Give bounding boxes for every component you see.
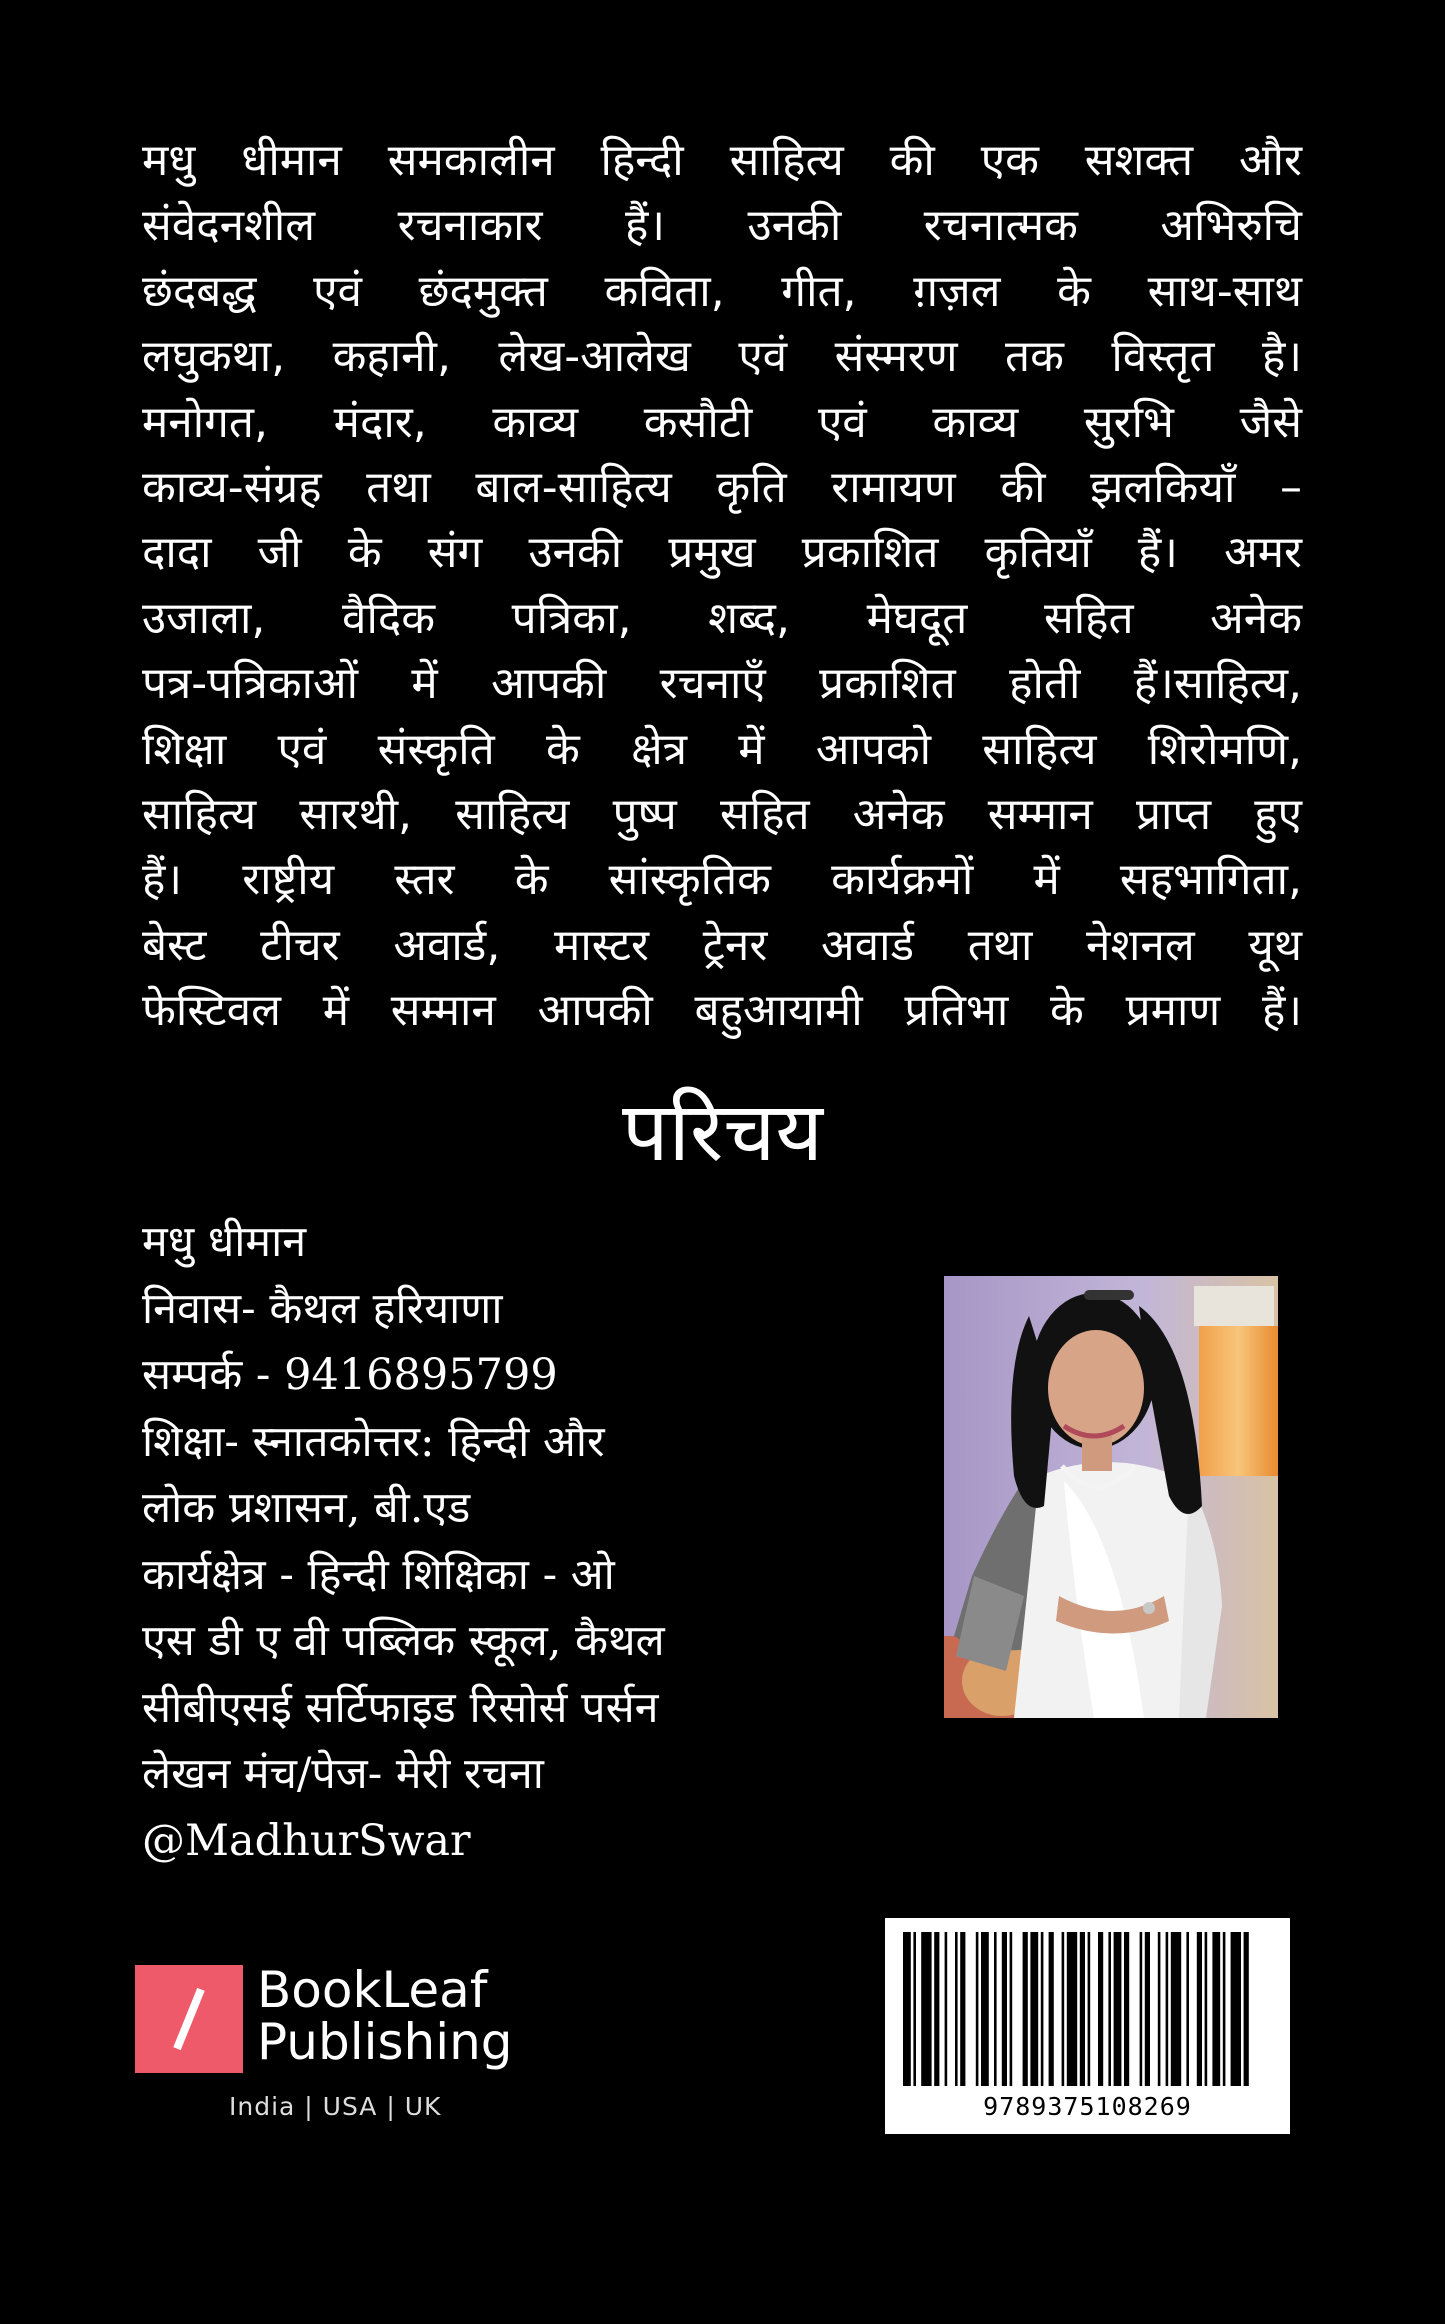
barcode-bar bbox=[1205, 1932, 1208, 2086]
barcode-bar bbox=[1062, 1932, 1065, 2086]
bio-line: फेस्टिवल में सम्मान आपकी बहुआयामी प्रतिभा के प्रमाण हैं। bbox=[142, 985, 1302, 1037]
bio-line: उजाला, वैदिक पत्रिका, शब्द, मेघदूत सहित अनेक bbox=[142, 592, 1302, 644]
bio-line: काव्य-संग्रह तथा बाल-साहित्य कृति रामायण की झलकियाँ – bbox=[142, 462, 1302, 514]
bio-line: मधु धीमान समकालीन हिन्दी साहित्य की एक सशक्त और bbox=[142, 135, 1302, 186]
barcode-bar bbox=[955, 1932, 958, 2086]
social-handle: @MadhurSwar bbox=[142, 1815, 471, 1866]
barcode-bar bbox=[1124, 1932, 1129, 2086]
barcode-bar bbox=[981, 1932, 989, 2086]
author-bio bbox=[142, 128, 1302, 1044]
contact: सम्पर्क - 9416895799 bbox=[142, 1350, 558, 1400]
bio-line: साहित्य सारथी, साहित्य पुष्प सहित अनेक सम्मान प्राप्त हुए bbox=[142, 789, 1302, 841]
barcode-bar bbox=[921, 1932, 931, 2086]
bio-line: हैं। राष्ट्रीय स्तर के सांस्कृतिक कार्यक्रमों में सहभागिता, bbox=[142, 854, 1302, 906]
barcode-bar bbox=[1231, 1932, 1241, 2086]
barcode-bar bbox=[1088, 1932, 1091, 2086]
workplace: कार्यक्षेत्र - हिन्दी शिक्षिका - ओ bbox=[142, 1549, 615, 1600]
barcode-bar bbox=[1002, 1932, 1007, 2086]
logo-word-publishing: Publishing bbox=[257, 2013, 513, 2071]
workplace-cont: एस डी ए वी पब्लिक स्कूल, कैथल bbox=[142, 1616, 665, 1666]
education: शिक्षा- स्नातकोत्तर: हिन्दी और bbox=[142, 1416, 605, 1467]
barcode-bar bbox=[1197, 1932, 1202, 2086]
barcode-bar bbox=[1098, 1932, 1103, 2086]
isbn-number: 9789375108269 bbox=[983, 2092, 1192, 2121]
barcode-bar bbox=[960, 1932, 965, 2086]
barcode-bar bbox=[1171, 1932, 1181, 2086]
barcode-bar bbox=[1145, 1932, 1150, 2086]
residence: निवास- कैथल हरियाणा bbox=[142, 1283, 503, 1334]
barcode-bar bbox=[1166, 1932, 1169, 2086]
barcode-bar bbox=[1244, 1932, 1249, 2086]
bio-line: लघुकथा, कहानी, लेख-आलेख एवं संस्मरण तक विस्तृत है। bbox=[142, 331, 1302, 383]
barcode-bar bbox=[1108, 1932, 1111, 2086]
barcode-bar bbox=[1114, 1932, 1122, 2086]
author-details bbox=[142, 1209, 882, 1874]
writing-platform: लेखन मंच/पेज- मेरी रचना bbox=[142, 1749, 544, 1799]
barcode-bar bbox=[1030, 1932, 1038, 2086]
barcode-bar bbox=[1023, 1932, 1028, 2086]
publisher-logo bbox=[135, 1962, 535, 2132]
barcode-bar bbox=[913, 1932, 916, 2086]
barcode-bar bbox=[1186, 1932, 1189, 2086]
education-cont: लोक प्रशासन, बी.एड bbox=[142, 1483, 471, 1533]
bio-line: बेस्ट टीचर अवार्ड, मास्टर ट्रेनर अवार्ड तथा नेशनल यूथ bbox=[142, 919, 1302, 971]
barcode-bar bbox=[1212, 1932, 1220, 2086]
barcode-bar bbox=[1140, 1932, 1143, 2086]
barcode-bar bbox=[934, 1932, 939, 2086]
barcode-bar bbox=[1080, 1932, 1085, 2086]
barcode-bar bbox=[1067, 1932, 1077, 2086]
logo-slash-icon bbox=[135, 1965, 243, 2073]
logo-regions: India | USA | UK bbox=[229, 2092, 442, 2121]
bio-line: पत्र-पत्रिकाओं में आपकी रचनाएँ प्रकाशित होती हैं।साहित्य, bbox=[142, 658, 1302, 710]
barcode-bar bbox=[1041, 1932, 1044, 2086]
barcode-bar bbox=[1158, 1932, 1161, 2086]
author-photo bbox=[944, 1276, 1278, 1718]
bio-line: दादा जी के संग उनकी प्रमुख प्रकाशित कृतियाँ हैं। अमर bbox=[142, 527, 1302, 579]
bio-line: मनोगत, मंदार, काव्य कसौटी एवं काव्य सुरभि जैसे bbox=[142, 396, 1302, 448]
logo-word-bookleaf: BookLeaf bbox=[257, 1961, 488, 2019]
bio-line: शिक्षा एवं संस्कृति के क्षेत्र में आपको साहित्य शिरोमणि, bbox=[142, 723, 1302, 775]
barcode-bar bbox=[945, 1932, 948, 2086]
author-name: मधु धीमान bbox=[142, 1217, 307, 1267]
barcode-bar bbox=[1049, 1932, 1054, 2086]
bio-line: संवेदनशील रचनाकार हैं। उनकी रचनात्मक अभिरुचि bbox=[142, 200, 1302, 252]
barcode-bar bbox=[1223, 1932, 1226, 2086]
barcode-bar bbox=[994, 1932, 997, 2086]
section-heading: परिचय bbox=[622, 1085, 823, 1180]
barcode-bar bbox=[1010, 1932, 1013, 2086]
barcode-bar bbox=[903, 1932, 911, 2086]
isbn-barcode bbox=[885, 1918, 1290, 2134]
bio-line: छंदबद्ध एवं छंदमुक्त कविता, गीत, ग़ज़ल के साथ-साथ bbox=[142, 265, 1302, 317]
certification: सीबीएसई सर्टिफाइड रिसोर्स पर्सन bbox=[142, 1682, 659, 1733]
barcode-bar bbox=[976, 1932, 979, 2086]
